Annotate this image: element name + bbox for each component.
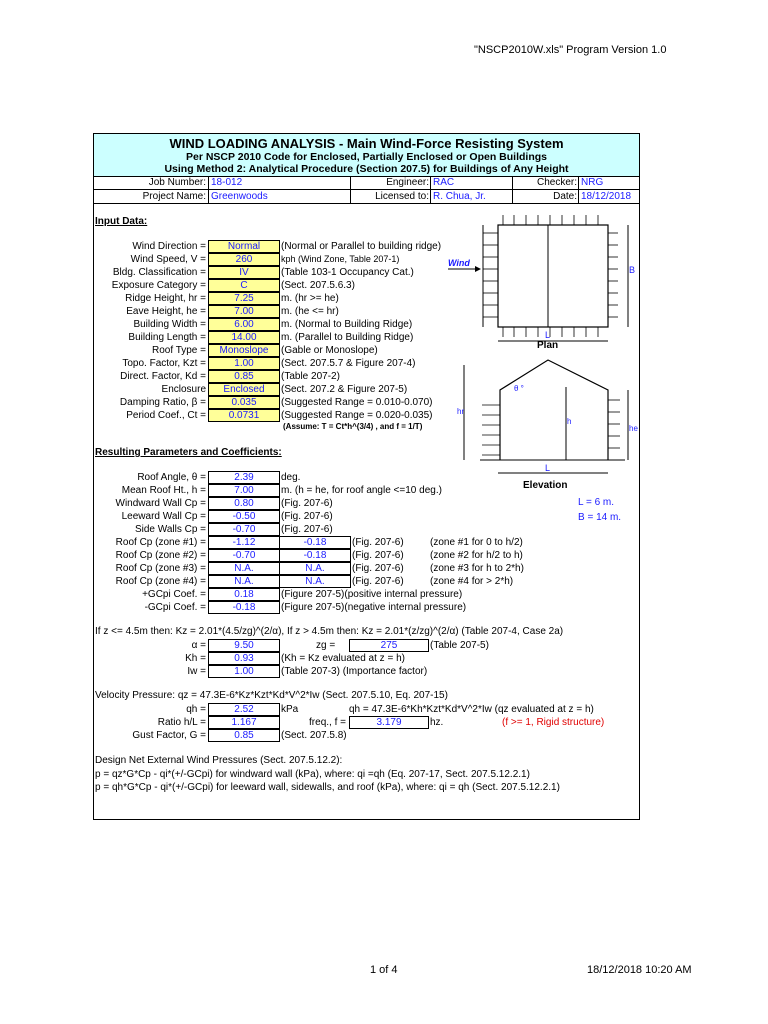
input-value[interactable]: IV [208, 266, 280, 279]
gcpi-note: (Figure 207-5)(positive internal pressure) [281, 589, 463, 600]
gcpi-label: +GCpi Coef. = [142, 589, 206, 600]
result-label: Windward Wall Cp = [115, 498, 206, 509]
input-label: Topo. Factor, Kzt = [122, 358, 206, 369]
gust-value: 0.85 [208, 729, 280, 742]
roof-cp-value-1: N.A. [208, 575, 280, 588]
result-note: (Fig. 207-6) [281, 524, 333, 535]
roof-cp-zone: (zone #3 for h to 2*h) [430, 563, 524, 574]
design-title: Design Net External Wind Pressures (Sect. 207.5.12.2): [95, 755, 343, 766]
result-note: (Fig. 207-6) [281, 498, 333, 509]
freq-label: freq., f = [309, 717, 346, 728]
plan-l-label: L [545, 330, 551, 340]
project-name-label: Project Name: [142, 191, 206, 202]
plan-view [448, 215, 635, 351]
ratio-label: Ratio h/L = [157, 717, 206, 728]
roof-cp-value-2: N.A. [279, 562, 351, 575]
project-name-value: Greenwoods [208, 190, 351, 203]
l-value: L = 6 m. [578, 497, 615, 508]
design-line-2: p = qh*G*Cp - qi*(+/-GCpi) for leeward wall, sidewalls, and roof (kPa), where: qi = qh (Sect. 207.5.12.2.1) [95, 782, 560, 793]
result-value: -0.70 [208, 523, 280, 536]
gcpi-value: 0.18 [208, 588, 280, 601]
page-number: 1 of 4 [370, 964, 398, 976]
roof-cp-label: Roof Cp (zone #2) = [115, 550, 206, 561]
freq-value: 3.179 [349, 716, 429, 729]
licensed-value: R. Chua, Jr. [430, 190, 513, 203]
roof-cp-value-2: -0.18 [279, 536, 351, 549]
input-note: m. (Normal to Building Ridge) [281, 319, 413, 330]
result-label: Roof Angle, θ = [137, 472, 206, 483]
date-label: Date: [512, 190, 577, 203]
assume-note: (Assume: T = Ct*h^(3/4) , and f = 1/T) [283, 422, 423, 431]
project-info [94, 176, 639, 204]
input-note: (Gable or Monoslope) [281, 345, 378, 356]
input-heading: Input Data: [95, 216, 148, 227]
qh-value: 2.52 [208, 703, 280, 716]
input-value[interactable]: 0.0731 [208, 409, 280, 422]
input-label: Direct. Factor, Kd = [120, 371, 206, 382]
project-row-2 [94, 190, 639, 204]
roof-cp-zone: (zone #1 for 0 to h/2) [430, 537, 523, 548]
result-value: -0.50 [208, 510, 280, 523]
freq-unit: hz. [430, 717, 444, 728]
input-label: Bldg. Classification = [112, 267, 206, 278]
input-label: Ridge Height, hr = [125, 293, 206, 304]
project-row-1 [94, 176, 639, 190]
input-note: (Sect. 207.5.6.3) [281, 280, 355, 291]
gust-note: (Sect. 207.5.8) [281, 730, 347, 741]
input-label: Period Coef., Ct = [126, 410, 206, 421]
job-number-label: Job Number: [148, 177, 206, 188]
he-label: he [629, 424, 638, 433]
roof-cp-fig: (Fig. 207-6) [352, 576, 404, 587]
roof-cp-label: Roof Cp (zone #1) = [115, 537, 206, 548]
theta-label: θ ° [514, 384, 524, 393]
input-note: (Sect. 207.2 & Figure 207-5) [281, 384, 408, 395]
input-label: Building Width = [133, 319, 206, 330]
input-value[interactable]: C [208, 279, 280, 292]
input-label: Eave Height, he = [126, 306, 206, 317]
input-note: (Suggested Range = 0.010-0.070) [281, 397, 433, 408]
building-diagram [440, 205, 640, 535]
result-label: Mean Roof Ht., h = [121, 485, 206, 496]
kh-label: Kh = [185, 653, 206, 664]
results-heading: Resulting Parameters and Coefficients: [95, 447, 282, 458]
roof-cp-fig: (Fig. 207-6) [352, 563, 404, 574]
elevation-label: Elevation [523, 480, 568, 491]
kh-value: 0.93 [208, 652, 280, 665]
zg-note: (Table 207-5) [430, 640, 489, 651]
engineer-label: Engineer: [350, 176, 429, 189]
result-value: 0.80 [208, 497, 280, 510]
input-note: kph (Wind Zone, Table 207-1) [281, 254, 400, 264]
engineer-value: RAC [430, 176, 513, 189]
gust-label: Gust Factor, G = [132, 730, 206, 741]
report-header [94, 134, 639, 177]
roof-cp-zone: (zone #2 for h/2 to h) [430, 550, 523, 561]
input-value[interactable]: 7.00 [208, 305, 280, 318]
input-note: (Suggested Range = 0.020-0.035) [281, 410, 433, 421]
roof-cp-zone: (zone #4 for > 2*h) [430, 576, 514, 587]
elevation-view [457, 360, 638, 523]
design-line-1: p = qz*G*Cp - qi*(+/-GCpi) for windward wall (kPa), where: qi =qh (Eq. 207-17, Sect. 207.5.12.2.1) [95, 769, 530, 780]
input-value[interactable]: 14.00 [208, 331, 280, 344]
gcpi-value: -0.18 [208, 601, 280, 614]
roof-cp-value-1: -0.70 [208, 549, 280, 562]
kh-note: (Kh = Kz evaluated at z = h) [281, 653, 405, 664]
input-label: Building Length = [128, 332, 206, 343]
roof-cp-fig: (Fig. 207-6) [352, 550, 404, 561]
input-value[interactable]: Monoslope [208, 344, 280, 357]
timestamp: 18/12/2018 10:20 AM [587, 964, 692, 976]
input-label: Exposure Category = [111, 280, 206, 291]
program-version: "NSCP2010W.xls" Program Version 1.0 [474, 44, 667, 56]
roof-cp-label: Roof Cp (zone #4) = [115, 576, 206, 587]
result-label: Side Walls Cp = [134, 524, 206, 535]
input-value[interactable]: 7.25 [208, 292, 280, 305]
input-value[interactable]: Enclosed [208, 383, 280, 396]
roof-cp-label: Roof Cp (zone #3) = [115, 563, 206, 574]
input-note: m. (Parallel to Building Ridge) [281, 332, 414, 343]
roof-cp-value-1: -1.12 [208, 536, 280, 549]
alpha-value: 9.50 [208, 639, 280, 652]
result-note: deg. [281, 472, 301, 483]
input-value[interactable]: 6.00 [208, 318, 280, 331]
roof-cp-value-2: -0.18 [279, 549, 351, 562]
zg-label: zg = [316, 640, 336, 651]
input-note: m. (he <= hr) [281, 306, 339, 317]
iw-value: 1.00 [208, 665, 280, 678]
hr-label: hr [457, 407, 465, 416]
input-label: Wind Direction = [132, 241, 206, 252]
gcpi-label: -GCpi Coef. = [144, 602, 206, 613]
method-line: Using Method 2: Analytical Procedure (Section 207.5) for Buildings of Any Height [164, 163, 569, 175]
qh-formula: qh = 47.3E-6*Kh*Kzt*Kd*V^2*Iw (qz evaluated at z = h) [349, 704, 594, 715]
roof-cp-value-1: N.A. [208, 562, 280, 575]
h-label: h [567, 417, 572, 426]
checker-label: Checker: [512, 176, 577, 189]
input-note: m. (hr >= he) [281, 293, 339, 304]
input-label: Damping Ratio, β = [119, 397, 206, 408]
result-value: 7.00 [208, 484, 280, 497]
qh-label: qh = [186, 704, 206, 715]
wind-label: Wind [448, 258, 470, 268]
input-note: (Table 103-1 Occupancy Cat.) [281, 267, 414, 278]
result-note: (Fig. 207-6) [281, 511, 333, 522]
input-note: (Sect. 207.5.7 & Figure 207-4) [281, 358, 416, 369]
alpha-label: α = [191, 640, 206, 651]
b-label: B [629, 265, 636, 275]
gcpi-note: (Figure 207-5)(negative internal pressure) [281, 602, 467, 613]
input-label: Wind Speed, V = [130, 254, 206, 265]
plan-label: Plan [537, 340, 559, 351]
checker-value: NRG [578, 176, 641, 189]
kz-formula: If z <= 4.5m then: Kz = 2.01*(4.5/zg)^(2/α), If z > 4.5m then: Kz = 2.01*(z/zg)^(2/α) (Table 207-4, Case 2a) [95, 626, 564, 637]
input-value[interactable]: 1.00 [208, 357, 280, 370]
input-label: Roof Type = [151, 345, 206, 356]
input-label: Enclosure [161, 384, 206, 395]
input-value[interactable]: Normal [208, 240, 280, 253]
input-note: (Table 207-2) [281, 371, 340, 382]
velocity-formula: Velocity Pressure: qz = 47.3E-6*Kz*Kzt*Kd*V^2*Iw (Sect. 207.5.10, Eq. 207-15) [95, 690, 448, 701]
input-value[interactable]: 0.85 [208, 370, 280, 383]
input-value[interactable]: 0.035 [208, 396, 280, 409]
date-value: 18/12/2018 [578, 190, 641, 203]
roof-cp-fig: (Fig. 207-6) [352, 537, 404, 548]
qh-unit: kPa [281, 704, 299, 715]
result-label: Leeward Wall Cp = [121, 511, 206, 522]
report-title: WIND LOADING ANALYSIS - Main Wind-Force Resisting System [169, 136, 564, 151]
licensed-label: Licensed to: [350, 190, 429, 203]
rigid-note: (f >= 1, Rigid structure) [502, 717, 605, 728]
input-value[interactable]: 260 [208, 253, 280, 266]
zg-value: 275 [349, 639, 429, 652]
result-value: 2.39 [208, 471, 280, 484]
result-note: m. (h = he, for roof angle <=10 deg.) [281, 485, 442, 496]
input-note: (Normal or Parallel to building ridge) [281, 241, 442, 252]
elev-l-label: L [545, 463, 551, 473]
iw-note: (Table 207-3) (Importance factor) [281, 666, 428, 677]
job-number-value: 18-012 [208, 176, 351, 189]
roof-cp-value-2: N.A. [279, 575, 351, 588]
iw-label: Iw = [187, 666, 206, 677]
b-value: B = 14 m. [578, 512, 622, 523]
code-line: Per NSCP 2010 Code for Enclosed, Partially Enclosed or Open Buildings [186, 151, 547, 163]
ratio-value: 1.167 [208, 716, 280, 729]
